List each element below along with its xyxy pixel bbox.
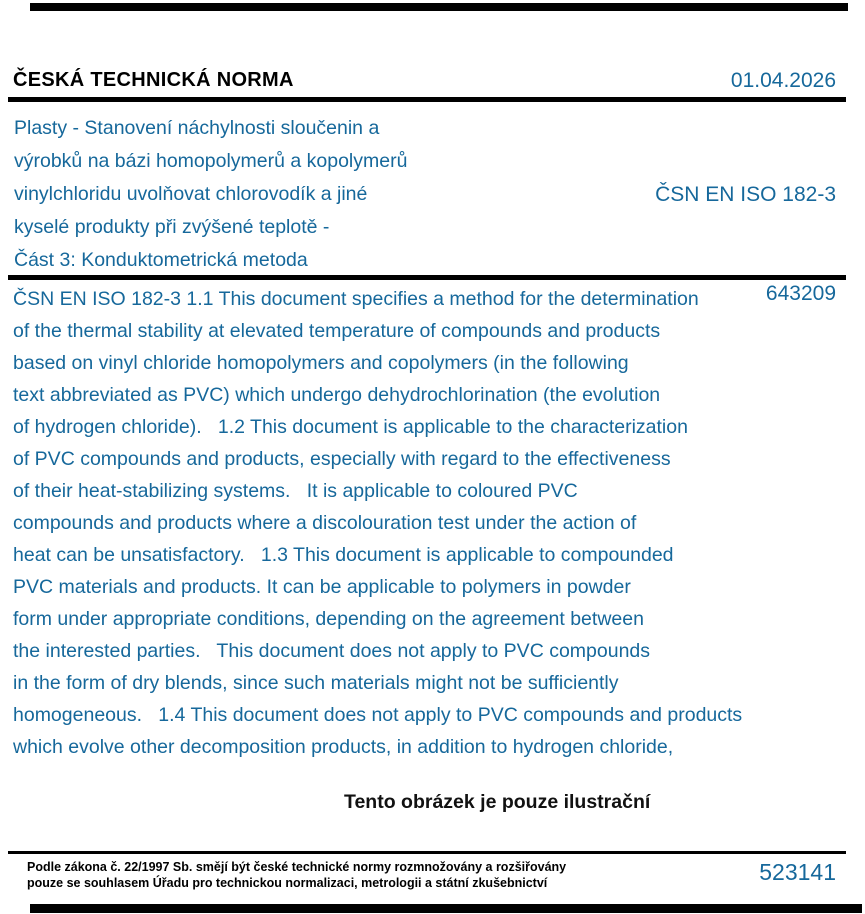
standard-title-line: vinylchloridu uvolňovat chlorovodík a jiné: [14, 183, 368, 205]
standard-title-line: výrobků na bázi homopolymerů a kopolymerů: [14, 150, 408, 172]
standard-designation: ČSN EN ISO 182-3: [655, 183, 836, 206]
abstract-line: the interested parties. This document does not apply to PVC compounds: [13, 640, 651, 662]
copyright-line: Podle zákona č. 22/1997 Sb. smějí být české technické normy rozmnožovány a rozšiřovány: [27, 860, 567, 874]
header-divider-rule: [8, 97, 846, 102]
abstract-line: of their heat-stabilizing systems. It is applicable to coloured PVC: [13, 480, 578, 502]
standard-title: [14, 112, 574, 277]
footer-divider-rule: [8, 851, 846, 854]
abstract-line: of hydrogen chloride). 1.2 This document is applicable to the characterization: [13, 416, 688, 438]
publication-date: 01.04.2026: [730, 69, 836, 92]
scan-artifact-top-bar: [30, 3, 848, 11]
standard-title-line: Část 3: Konduktometrická metoda: [14, 249, 308, 271]
standard-title-line: Plasty - Stanovení náchylnosti sloučenin a: [14, 117, 380, 139]
abstract-line: PVC materials and products. It can be applicable to polymers in powder: [13, 576, 631, 598]
standard-title-line: kyselé produkty při zvýšené teplotě -: [14, 216, 330, 238]
abstract-line: compounds and products where a discolouration test under the action of: [13, 512, 637, 534]
abstract-line: homogeneous. 1.4 This document does not apply to PVC compounds and products: [13, 704, 743, 726]
abstract-line: of PVC compounds and products, especially with regard to the effectiveness: [13, 448, 671, 470]
abstract-line: form under appropriate conditions, depending on the agreement between: [13, 608, 644, 630]
page-title: ČESKÁ TECHNICKÁ NORMA: [13, 69, 294, 91]
abstract-line: in the form of dry blends, since such materials might not be sufficiently: [13, 672, 619, 694]
abstract-line: ČSN EN ISO 182-3 1.1 This document specifies a method for the determination: [13, 288, 699, 310]
abstract-line: based on vinyl chloride homopolymers and copolymers (in the following: [13, 352, 629, 374]
abstract-line: which evolve other decomposition products, in addition to hydrogen chloride,: [13, 736, 674, 758]
copyright-notice: [27, 859, 566, 891]
abstract-line: heat can be unsatisfactory. 1.3 This document is applicable to compounded: [13, 544, 674, 566]
standard-class-number: 643209: [765, 282, 836, 305]
title-divider-rule: [8, 275, 846, 280]
scan-artifact-bottom-bar: [30, 904, 862, 913]
abstract-line: text abbreviated as PVC) which undergo dehydrochlorination (the evolution: [13, 384, 661, 406]
illustration-disclaimer: Tento obrázek je pouze ilustrační: [344, 791, 651, 813]
catalog-number: 523141: [759, 859, 836, 885]
abstract-line: of the thermal stability at elevated temperature of compounds and products: [13, 320, 661, 342]
abstract-text: [13, 283, 858, 763]
copyright-line: pouze se souhlasem Úřadu pro technickou normalizaci, metrologii a státní zkušebnictví: [27, 876, 548, 890]
